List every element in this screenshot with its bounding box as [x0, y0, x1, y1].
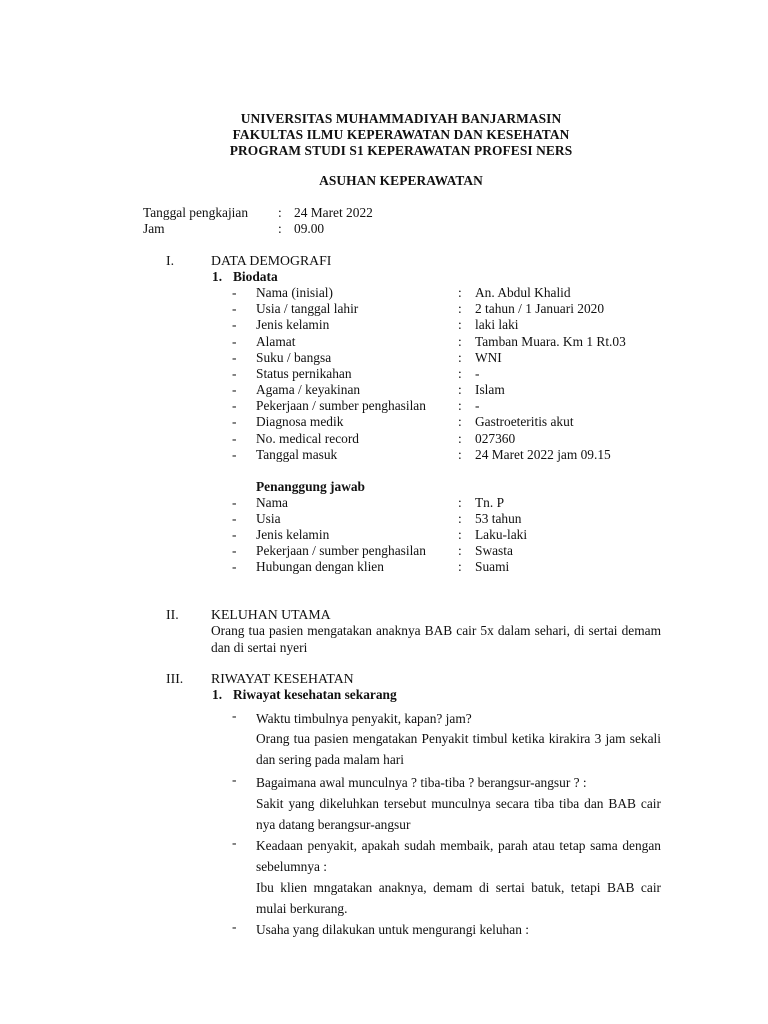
biodata-value: Islam	[475, 382, 505, 397]
meta-time-colon: :	[278, 221, 282, 236]
question-text: Keadaan penyakit, apakah sudah membaik, parah atau tetap sama dengan sebelumnya :	[256, 838, 661, 874]
biodata-label: Alamat	[256, 334, 296, 349]
meta-date-label: Tanggal pengkajian	[143, 205, 249, 220]
question-text: Bagaimana awal munculnya ? tiba-tiba ? berangsur-angsur ? :	[256, 775, 587, 790]
question-text: Usaha yang dilakukan untuk mengurangi keluhan :	[256, 922, 529, 937]
section-2-title: KELUHAN UTAMA	[211, 607, 331, 622]
biodata-label: Diagnosa medik	[256, 414, 344, 429]
biodata-label: Jenis kelamin	[256, 317, 330, 332]
biodata-value: -	[475, 398, 480, 413]
section-1-number: I.	[166, 253, 175, 268]
list-bullet: -	[232, 919, 237, 934]
biodata-value: Gastroeteritis akut	[475, 414, 574, 429]
answer-text: Sakit yang dikeluhkan tersebut munculnya secara tiba tiba dan BAB cair nya datang berangsur-angsur	[256, 796, 661, 832]
section-2-number: II.	[166, 607, 179, 622]
penanggung-value: Tn. P	[475, 495, 505, 510]
document-page: UNIVERSITAS MUHAMMADIYAH BANJARMASIN FAKULTAS ILMU KEPERAWATAN DAN KESEHATAN PROGRAM STUDI S1 KEPERAWATAN PROFESI NERS ASUHAN KEPERAWATAN Tanggal pengkajian : 24 Maret 2022 Jam : 09.00 I. DATA DEMOGRAFI 1. Biodata - Nama (inisial) : An. Abdul Khalid - Usia / tanggal lahir : 2 tahun / 1 Januari 2020 - Jenis kelamin : laki laki - Alamat : Tamban Muara. Km 1 Rt.03 - Suku / bangsa : WNI - Status pernikahan : - - Agama / keyakinan : Islam - Pekerjaan / sumber penghasilan : - - Diagnosa medik : Gastroeteritis akut - No. medical record : 027360 - Tanggal masuk : 24 Maret 2022 jam 09.15 Penanggung jawab - Nama : Tn. P - Usia : 53 tahun - Jenis kelamin : Laku-laki - Pekerjaan / sumber penghasilan : Swasta - Hubungan dengan klien : Suami II. KELUHAN UTAMA Orang tua pasien mengatakan anaknya BAB cair 5x dalam sehari, di sertai demam dan di sertai nyeri III. RIWAYAT KESEHATAN 1. Riwayat kesehatan sekarang - Waktu timbulnya penyakit, kapan? jam? Orang tua pasien mengatakan Penyakit timbul ketika kirakira 3 jam sekali dan sering pada malam hari - Bagaimana awal munculnya ? tiba-tiba ? berangsur-angsur ? : Sakit yang dikeluhkan tersebut munculnya secara tiba tiba dan BAB cair nya datang berangsur-angsur - Keadaan penyakit, apakah sudah membaik, parah atau tetap sama dengan sebelumnya : Ibu klien mngatakan anaknya, demam di sertai batuk, tetapi BAB cair mulai berkurang. - Usaha yang dilakukan untuk mengurangi keluhan :	[0, 0, 768, 1024]
faculty-name: FAKULTAS ILMU KEPERAWATAN DAN KESEHATAN	[232, 127, 570, 142]
penanggung-label: Usia	[256, 511, 281, 526]
section-1-title: DATA DEMOGRAFI	[211, 253, 332, 268]
biodata-value: An. Abdul Khalid	[475, 285, 571, 300]
biodata-label: Pekerjaan / sumber penghasilan	[256, 398, 426, 413]
penanggung-label: Hubungan dengan klien	[256, 559, 384, 574]
university-name: UNIVERSITAS MUHAMMADIYAH BANJARMASIN	[240, 111, 562, 126]
penanggung-value: 53 tahun	[475, 511, 522, 526]
answer-text: Orang tua pasien mengatakan Penyakit timbul ketika kirakira 3 jam sekali dan sering pada malam hari	[256, 731, 661, 767]
list-bullet: -	[232, 708, 237, 723]
biodata-value: -	[475, 366, 480, 381]
biodata-value: laki laki	[475, 317, 519, 332]
question-text: Waktu timbulnya penyakit, kapan? jam?	[256, 711, 472, 726]
section-3-title: RIWAYAT KESEHATAN	[211, 671, 354, 686]
biodata-label: Agama / keyakinan	[256, 382, 361, 397]
program-name: PROGRAM STUDI S1 KEPERAWATAN PROFESI NERS	[229, 143, 573, 158]
document-title: ASUHAN KEPERAWATAN	[319, 173, 483, 188]
subsection-1-number: 1.	[212, 269, 223, 284]
meta-date-colon: :	[278, 205, 282, 220]
penanggung-label: Nama	[256, 495, 288, 510]
list-bullet: -	[232, 772, 237, 787]
penanggung-value: Laku-laki	[475, 527, 528, 542]
answer-text: Ibu klien mngatakan anaknya, demam di sertai batuk, tetapi BAB cair mulai berkurang.	[256, 880, 661, 916]
penanggung-label: Pekerjaan / sumber penghasilan	[256, 543, 426, 558]
penanggung-jawab-title: Penanggung jawab	[256, 479, 366, 494]
penanggung-label: Jenis kelamin	[256, 527, 330, 542]
subsection-1-title: Biodata	[233, 269, 278, 284]
subsection-3-1-number: 1.	[212, 687, 223, 702]
biodata-label: Nama (inisial)	[256, 285, 333, 300]
biodata-value: Tamban Muara. Km 1 Rt.03	[475, 334, 626, 349]
list-bullet: -	[232, 835, 237, 850]
meta-time-label: Jam	[143, 221, 165, 236]
biodata-value: 24 Maret 2022 jam 09.15	[475, 447, 611, 462]
meta-time-value: 09.00	[294, 221, 325, 236]
penanggung-value: Swasta	[475, 543, 513, 558]
keluhan-utama-text: Orang tua pasien mengatakan anaknya BAB cair 5x dalam sehari, di sertai demam dan di sertai nyeri	[211, 623, 661, 655]
subsection-3-1-title: Riwayat kesehatan sekarang	[233, 687, 397, 702]
biodata-label: Status pernikahan	[256, 366, 352, 381]
biodata-label: Suku / bangsa	[256, 350, 332, 365]
biodata-value: 2 tahun / 1 Januari 2020	[475, 301, 605, 316]
biodata-label: Tanggal masuk	[256, 447, 338, 462]
biodata-label: No. medical record	[256, 431, 359, 446]
biodata-value: WNI	[475, 350, 502, 365]
penanggung-value: Suami	[475, 559, 510, 574]
biodata-value: 027360	[475, 431, 516, 446]
biodata-label: Usia / tanggal lahir	[256, 301, 359, 316]
meta-date-value: 24 Maret 2022	[294, 205, 373, 220]
section-3-number: III.	[166, 671, 184, 686]
